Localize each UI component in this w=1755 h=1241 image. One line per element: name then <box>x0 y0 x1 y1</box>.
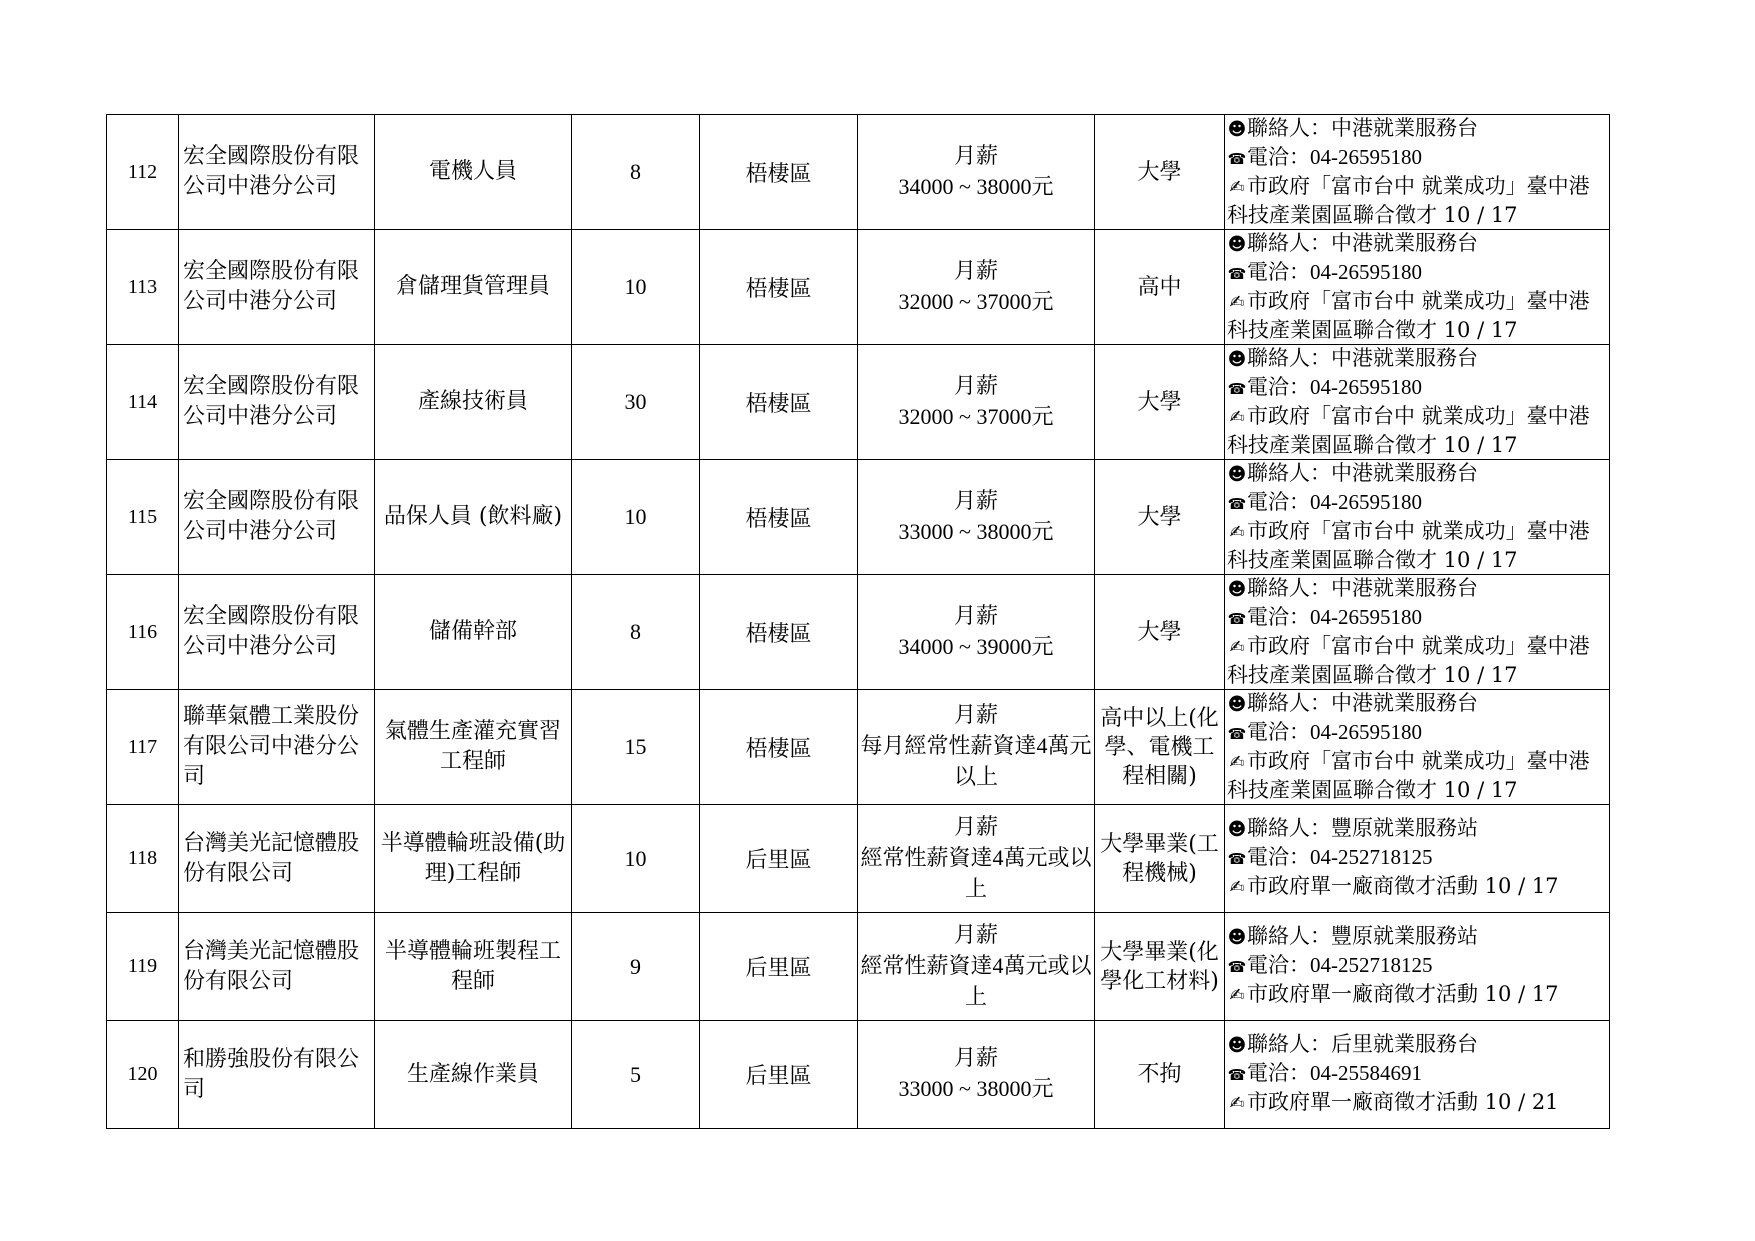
company-name: 聯華氣體工業股份有限公司中港分公司 <box>183 704 360 789</box>
contact-phone-line <box>1227 489 1609 519</box>
person-icon <box>1227 816 1247 844</box>
work-area: 梧棲區 <box>745 736 812 762</box>
phone-icon <box>1227 145 1247 174</box>
education-requirement: 大學畢業(化學化工材料) <box>1100 939 1219 994</box>
contact-person-line <box>1227 345 1609 374</box>
contact-cell <box>1225 575 1610 690</box>
area-cell <box>700 460 858 575</box>
company-cell <box>179 1021 375 1129</box>
job-title: 生產線作業員 <box>406 1061 539 1087</box>
job-title-cell <box>375 805 572 913</box>
table-row <box>107 690 1610 805</box>
job-title-cell <box>375 690 572 805</box>
contact-cell <box>1225 345 1610 460</box>
contact-person-line <box>1227 460 1609 489</box>
area-cell <box>700 1021 858 1129</box>
contact-person: 聯絡人：豐原就業服務站 <box>1247 816 1478 841</box>
area-cell <box>700 345 858 460</box>
job-title: 半導體輪班製程工程師 <box>384 938 561 994</box>
company-cell <box>179 345 375 460</box>
contact-person: 聯絡人：中港就業服務台 <box>1247 691 1478 715</box>
contact-phone: 電洽：04-25584691 <box>1247 1060 1422 1085</box>
recruit-event: 市政府「富市台中 就業成功」臺中港科技產業園區聯合徵才 10 / 17 <box>1227 404 1590 457</box>
table-row <box>107 1021 1610 1129</box>
company-cell <box>179 690 375 805</box>
contact-event-line <box>1227 633 1609 689</box>
company-name: 宏全國際股份有限公司中港分公司 <box>183 144 360 199</box>
salary-cell <box>858 690 1095 805</box>
headcount-cell <box>572 345 700 460</box>
job-title: 產線技術員 <box>417 389 528 414</box>
area-cell <box>700 230 858 345</box>
salary-amount: 經常性薪資達4萬元或以上 <box>860 844 1092 901</box>
person-icon <box>1227 576 1247 604</box>
contact-phone-line <box>1227 1060 1609 1090</box>
table-body <box>107 115 1610 1129</box>
education-cell <box>1095 115 1225 230</box>
phone-icon <box>1227 953 1247 982</box>
row-number <box>107 805 179 913</box>
salary-cell <box>858 345 1095 460</box>
row-number-text: 120 <box>127 1063 158 1085</box>
salary-type: 月薪 <box>953 143 998 169</box>
education-cell <box>1095 805 1225 913</box>
headcount: 30 <box>624 389 647 414</box>
contact-phone-line <box>1227 844 1609 874</box>
salary-amount: 33000 ~ 38000元 <box>898 1076 1054 1101</box>
work-area: 后里區 <box>745 1064 812 1089</box>
headcount-cell <box>572 805 700 913</box>
education-cell <box>1095 230 1225 345</box>
area-cell <box>700 913 858 1021</box>
company-cell <box>179 115 375 230</box>
row-number-text: 113 <box>127 275 158 298</box>
contact-person: 聯絡人：中港就業服務台 <box>1247 461 1478 485</box>
job-title: 倉儲理貨管理員 <box>395 274 550 299</box>
salary-amount: 每月經常性薪資達4萬元以上 <box>860 733 1092 789</box>
education-requirement: 高中以上(化學、電機工程相關) <box>1100 705 1219 789</box>
headcount-cell <box>572 913 700 1021</box>
recruit-event: 市政府「富市台中 就業成功」臺中港科技產業園區聯合徵才 10 / 17 <box>1227 634 1590 687</box>
phone-icon <box>1227 1061 1247 1090</box>
contact-person-line <box>1227 815 1609 844</box>
row-number-text: 114 <box>127 390 158 413</box>
company-cell <box>179 575 375 690</box>
education-cell <box>1095 690 1225 805</box>
job-title: 電機人員 <box>428 159 517 184</box>
row-number <box>107 460 179 575</box>
person-icon <box>1227 461 1247 489</box>
recruit-event: 市政府單一廠商徵才活動 10 / 17 <box>1247 874 1559 899</box>
contact-cell <box>1225 230 1610 345</box>
salary-type: 月薪 <box>953 814 998 840</box>
work-area: 梧棲區 <box>745 621 812 647</box>
person-icon <box>1227 1032 1247 1060</box>
work-area: 梧棲區 <box>745 276 812 302</box>
contact-person: 聯絡人：豐原就業服務站 <box>1247 924 1478 949</box>
contact-cell <box>1225 690 1610 805</box>
headcount: 8 <box>630 619 641 644</box>
job-title-cell <box>375 345 572 460</box>
salary-amount: 經常性薪資達4萬元或以上 <box>860 952 1092 1009</box>
salary-cell <box>858 575 1095 690</box>
contact-phone: 電洽：04-252718125 <box>1247 952 1433 977</box>
table-row <box>107 913 1610 1021</box>
recruit-event: 市政府單一廠商徵才活動 10 / 17 <box>1247 982 1559 1007</box>
contact-event-line <box>1227 173 1609 229</box>
recruit-event: 市政府「富市台中 就業成功」臺中港科技產業園區聯合徵才 10 / 17 <box>1227 289 1590 342</box>
headcount-cell <box>572 575 700 690</box>
phone-icon <box>1227 720 1247 749</box>
recruit-event: 市政府單一廠商徵才活動 10 / 21 <box>1247 1090 1559 1115</box>
company-cell <box>179 913 375 1021</box>
contact-phone: 電洽：04-26595180 <box>1247 374 1422 399</box>
contact-person-line <box>1227 690 1609 719</box>
company-name: 宏全國際股份有限公司中港分公司 <box>183 604 360 659</box>
contact-phone: 電洽：04-26595180 <box>1247 719 1422 744</box>
table-row <box>107 575 1610 690</box>
salary-cell <box>858 913 1095 1021</box>
job-title-cell <box>375 460 572 575</box>
area-cell <box>700 805 858 913</box>
row-number-text: 115 <box>127 505 158 528</box>
person-icon <box>1227 691 1247 719</box>
work-area: 后里區 <box>745 848 812 873</box>
row-number-text: 118 <box>127 847 158 869</box>
contact-phone: 電洽：04-26595180 <box>1247 489 1422 514</box>
headcount: 5 <box>630 1061 641 1087</box>
company-name: 台灣美光記憶體股份有限公司 <box>183 938 360 994</box>
person-icon <box>1227 346 1247 374</box>
contact-phone: 電洽：04-26595180 <box>1247 259 1422 284</box>
note-icon <box>1227 404 1247 432</box>
person-icon <box>1227 116 1247 144</box>
company-name: 宏全國際股份有限公司中港分公司 <box>183 489 360 544</box>
job-title-cell <box>375 1021 572 1129</box>
salary-type: 月薪 <box>953 703 998 728</box>
headcount: 9 <box>630 953 641 979</box>
salary-cell <box>858 460 1095 575</box>
contact-event-line <box>1227 518 1609 574</box>
phone-icon <box>1227 845 1247 874</box>
row-number <box>107 690 179 805</box>
contact-person-line <box>1227 1031 1609 1060</box>
job-title-cell <box>375 913 572 1021</box>
salary-amount: 34000 ~ 38000元 <box>898 173 1054 199</box>
job-listings-table <box>106 114 1610 1129</box>
note-icon <box>1227 519 1247 547</box>
note-icon <box>1227 749 1247 777</box>
contact-phone-line <box>1227 374 1609 404</box>
contact-cell <box>1225 805 1610 913</box>
contact-person-line <box>1227 115 1609 144</box>
salary-type: 月薪 <box>953 603 998 629</box>
phone-icon <box>1227 490 1247 519</box>
contact-event-line <box>1227 873 1609 902</box>
note-icon <box>1227 174 1247 202</box>
area-cell <box>700 690 858 805</box>
education-requirement: 不拘 <box>1137 1062 1182 1087</box>
phone-icon <box>1227 260 1247 289</box>
row-number <box>107 575 179 690</box>
phone-icon <box>1227 375 1247 404</box>
note-icon <box>1227 289 1247 317</box>
company-cell <box>179 460 375 575</box>
salary-type: 月薪 <box>953 488 998 514</box>
education-cell <box>1095 575 1225 690</box>
job-title: 儲備幹部 <box>428 619 517 644</box>
education-cell <box>1095 1021 1225 1129</box>
salary-type: 月薪 <box>953 258 998 284</box>
note-icon <box>1227 982 1247 1010</box>
job-title: 氣體生產灌充實習工程師 <box>384 719 561 774</box>
note-icon <box>1227 874 1247 902</box>
company-name: 宏全國際股份有限公司中港分公司 <box>183 259 360 314</box>
row-number-text: 116 <box>127 620 158 643</box>
education-requirement: 大學 <box>1137 159 1182 185</box>
salary-type: 月薪 <box>953 373 998 399</box>
contact-phone: 電洽：04-26595180 <box>1247 144 1422 169</box>
contact-person-line <box>1227 575 1609 604</box>
company-name: 和勝強股份有限公司 <box>183 1046 360 1102</box>
work-area: 梧棲區 <box>745 161 812 187</box>
row-number-text: 117 <box>127 735 158 758</box>
contact-phone-line <box>1227 719 1609 749</box>
job-title-cell <box>375 230 572 345</box>
row-number <box>107 115 179 230</box>
headcount-cell <box>572 115 700 230</box>
headcount-cell <box>572 1021 700 1129</box>
contact-event-line <box>1227 981 1609 1010</box>
education-requirement: 大學 <box>1137 389 1182 415</box>
contact-event-line <box>1227 748 1609 804</box>
salary-amount: 32000 ~ 37000元 <box>898 403 1054 429</box>
headcount: 10 <box>624 845 647 871</box>
contact-phone-line <box>1227 259 1609 289</box>
recruit-event: 市政府「富市台中 就業成功」臺中港科技產業園區聯合徵才 10 / 17 <box>1227 174 1590 227</box>
area-cell <box>700 115 858 230</box>
contact-person-line <box>1227 923 1609 952</box>
contact-person-line <box>1227 230 1609 259</box>
recruit-event: 市政府「富市台中 就業成功」臺中港科技產業園區聯合徵才 10 / 17 <box>1227 749 1590 802</box>
headcount: 15 <box>624 734 647 759</box>
salary-cell <box>858 115 1095 230</box>
contact-person: 聯絡人：后里就業服務台 <box>1247 1032 1478 1057</box>
contact-cell <box>1225 1021 1610 1129</box>
headcount: 10 <box>624 504 647 529</box>
work-area: 梧棲區 <box>745 506 812 532</box>
contact-person: 聯絡人：中港就業服務台 <box>1247 346 1478 370</box>
contact-event-line <box>1227 403 1609 459</box>
salary-cell <box>858 1021 1095 1129</box>
company-name: 宏全國際股份有限公司中港分公司 <box>183 374 360 429</box>
company-name: 台灣美光記憶體股份有限公司 <box>183 830 360 886</box>
headcount-cell <box>572 230 700 345</box>
education-requirement: 大學畢業(工程機械) <box>1100 831 1219 886</box>
job-title: 半導體輪班設備(助理)工程師 <box>380 830 566 886</box>
row-number <box>107 230 179 345</box>
contact-phone: 電洽：04-26595180 <box>1247 604 1422 629</box>
row-number <box>107 913 179 1021</box>
row-number <box>107 1021 179 1129</box>
table-row <box>107 460 1610 575</box>
salary-cell <box>858 230 1095 345</box>
job-title-cell <box>375 575 572 690</box>
company-cell <box>179 230 375 345</box>
headcount: 10 <box>624 274 647 299</box>
salary-amount: 33000 ~ 38000元 <box>898 518 1054 544</box>
salary-amount: 32000 ~ 37000元 <box>898 288 1054 314</box>
contact-event-line <box>1227 288 1609 344</box>
education-requirement: 大學 <box>1137 619 1182 645</box>
job-title: 品保人員 (飲料廠) <box>383 504 563 529</box>
salary-cell <box>858 805 1095 913</box>
salary-type: 月薪 <box>953 1046 998 1071</box>
contact-cell <box>1225 460 1610 575</box>
recruit-event: 市政府「富市台中 就業成功」臺中港科技產業園區聯合徵才 10 / 17 <box>1227 519 1590 572</box>
contact-phone-line <box>1227 604 1609 634</box>
headcount-cell <box>572 460 700 575</box>
education-requirement: 大學 <box>1137 504 1182 530</box>
contact-person: 聯絡人：中港就業服務台 <box>1247 576 1478 600</box>
person-icon <box>1227 924 1247 952</box>
company-cell <box>179 805 375 913</box>
contact-event-line <box>1227 1089 1609 1118</box>
phone-icon <box>1227 605 1247 634</box>
note-icon <box>1227 634 1247 662</box>
table-row <box>107 345 1610 460</box>
contact-person: 聯絡人：中港就業服務台 <box>1247 116 1478 140</box>
contact-cell <box>1225 115 1610 230</box>
area-cell <box>700 575 858 690</box>
row-number-text: 112 <box>127 160 158 183</box>
work-area: 梧棲區 <box>745 391 812 417</box>
note-icon <box>1227 1090 1247 1118</box>
person-icon <box>1227 231 1247 259</box>
headcount-cell <box>572 690 700 805</box>
education-cell <box>1095 913 1225 1021</box>
education-requirement: 高中 <box>1137 274 1182 300</box>
table-row <box>107 115 1610 230</box>
salary-amount: 34000 ~ 39000元 <box>898 633 1054 659</box>
work-area: 后里區 <box>745 956 812 981</box>
row-number-text: 119 <box>127 955 158 977</box>
education-cell <box>1095 345 1225 460</box>
headcount: 8 <box>630 159 641 184</box>
education-cell <box>1095 460 1225 575</box>
contact-person: 聯絡人：中港就業服務台 <box>1247 231 1478 255</box>
row-number <box>107 345 179 460</box>
contact-cell <box>1225 913 1610 1021</box>
job-title-cell <box>375 115 572 230</box>
contact-phone-line <box>1227 144 1609 174</box>
table-row <box>107 230 1610 345</box>
contact-phone-line <box>1227 952 1609 982</box>
table-row <box>107 805 1610 913</box>
contact-phone: 電洽：04-252718125 <box>1247 844 1433 869</box>
salary-type: 月薪 <box>953 922 998 948</box>
